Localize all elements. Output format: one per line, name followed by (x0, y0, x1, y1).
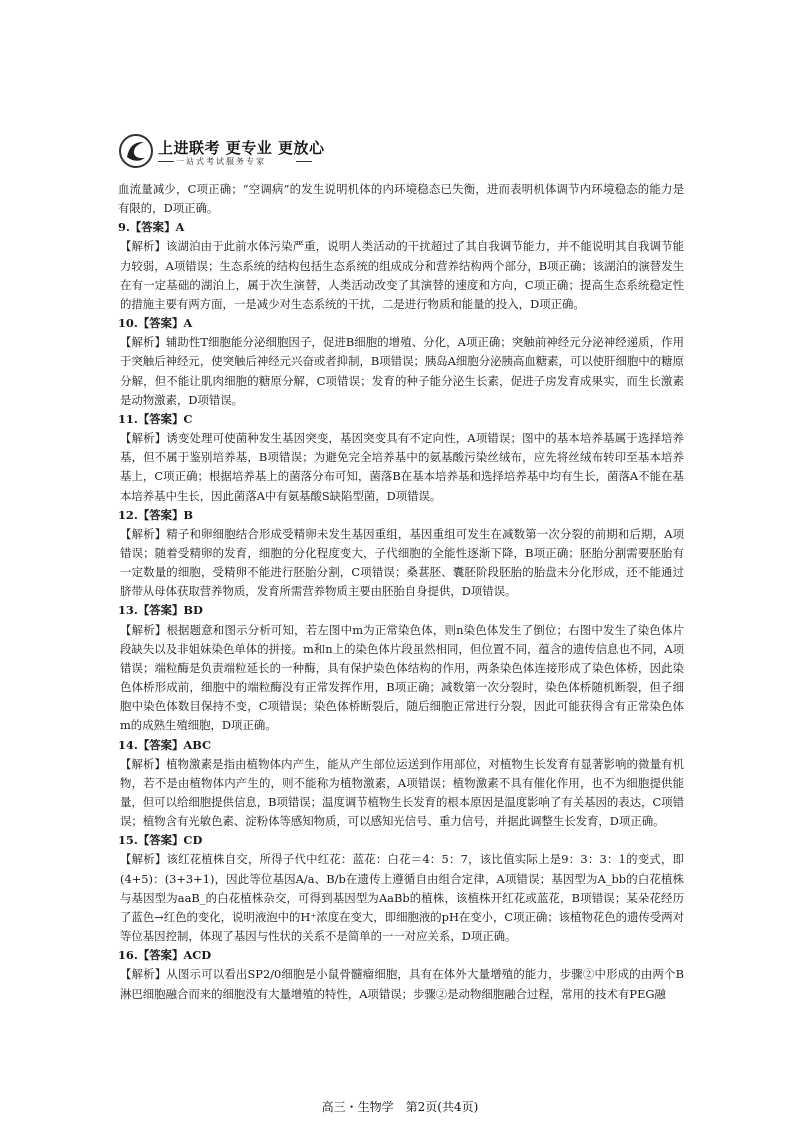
intro-paragraph: 血流量减少，C项正确；“空调病”的发生说明机体的内环境稳态已失衡，进而表明机体调节内环境稳态的能力是有限的，D项正确。 (118, 182, 684, 216)
tagline-rule-left (158, 161, 174, 162)
answer-heading: 16.【答案】ACD (118, 948, 212, 963)
explanation: 【解析】根据题意和图示分析可知，若左图中m为正常染色体，则n染色体发生了倒位；右图中发生了染色体片段缺失以及非姐妹染色单体的拼接。m和n上的染色体片段虽然相同，但位置不同，蕴含的遗传信息也不同，A项错误；端粒酶是负责端粒延长的一种酶，具有保护染色体结构的作用，两条染色体连接形成了染色体桥，因此染色体桥形成前，细胞中的端粒酶没有正常发挥作用，B项正确；减数第一次分裂时，染色体桥随机断裂，但子细胞中染色体数目保持不变，C项错误；染色体桥断裂后，随后细胞正常进行分裂，因此可能获得含有正常染色体m的成熟生殖细胞，D项正确。 (120, 622, 684, 733)
explanation: 【解析】从图示可以看出SP2/0细胞是小鼠骨髓瘤细胞，具有在体外大量增殖的能力，步骤②中形成的由两个B淋巴细胞融合而来的细胞没有大量增殖的特性，A项错误；步骤②是动物细胞融合过程，常用的技术有PEG融 (120, 967, 684, 1001)
answer-heading: 13.【答案】BD (118, 603, 203, 618)
explanation: 【解析】辅助性T细胞能分泌细胞因子，促进B细胞的增殖、分化，A项正确；突触前神经元分泌神经递质，作用于突触后神经元，使突触后神经元兴奋或者抑制，B项错误；胰岛A细胞分泌胰高血糖素，可以使肝细胞中的糖原分解，但不能让肌肉细胞的糖原分解，C项错误；发育的种子能分泌生长素，促进子房发育成果实，而生长激素是动物激素，D项错误。 (120, 335, 684, 407)
answer-heading: 15.【答案】CD (118, 833, 203, 848)
answer-heading: 11.【答案】C (118, 411, 193, 426)
explanation: 【解析】精子和卵细胞结合形成受精卵未发生基因重组，基因重组可发生在减数第一次分裂的前期和后期，A项错误；随着受精卵的发育，细胞的分化程度变大，子代细胞的全能性逐渐下降，B项正确；胚胎分割需要胚胎有一定数量的细胞，受精卵不能进行胚胎分割，C项错误；桑葚胚、囊胚阶段胚胎的胎盘未分化形成，还不能通过脐带从母体获取营养物质，发育所需营养物质主要由胚胎自身提供，D项错误。 (120, 526, 684, 599)
explanation: 【解析】该红花植株自交，所得子代中红花：蓝花：白花＝4：5：7，该比值实际上是9：3：3：1的变式，即(4+5)：(3+3+1)，因此等位基因A/a、B/b在遗传上遵循自由组合定律，A项错误；基因型为A_bb的白花植株与基因型为aaB_的白花植株杂交，可得到基因型为AaBb的植株，该植株开红花或蓝花，B项错误；某朵花经历了蓝色→红色的变化，说明液泡中的H⁺浓度在变大，即细胞液的pH在变小，C项正确；该植物花色的遗传受两对等位基因控制，体现了基因与性状的关系不是简单的一一对应关系，D项正确。 (120, 852, 685, 944)
answer-heading: 9.【答案】A (118, 220, 185, 235)
tagline: 一站式考试服务专家 (176, 157, 266, 166)
answer-heading: 14.【答案】ABC (118, 737, 212, 752)
page-footer: 高三・生物学 第2页(共4页) (321, 1100, 479, 1114)
explanation: 【解析】该湖泊由于此前水体污染严重，说明人类活动的干扰超过了其自我调节能力，并不能说明其自我调节能力较弱，A项错误；生态系统的结构包括生态系统的组成成分和营养结构两个部分，B项正确；该湖泊的演替发生在有一定基础的湖泊上，属于次生演替，人类活动改变了其演替的速度和方向，C项正确；提高生态系统稳定性的措施主要有两方面，一是减少对生态系统的干扰，二是进行物质和能量的投入，D项正确。 (120, 239, 684, 311)
explanation: 【解析】诱变处理可使菌种发生基因突变，基因突变具有不定向性，A项错误；图中的基本培养基属于选择培养基，但不属于鉴别培养基，B项错误；为避免完全培养基中的氨基酸污染丝绒布，应先将丝绒布转印至基本培养基上，C项正确；根据培养基上的菌落分布可知，菌落B在基本培养基和选择培养基中均有生长，菌落A不能在基本培养基中生长，因此菌落A中有氨基酸S缺陷型菌，D项错误。 (120, 431, 684, 503)
logo-icon (118, 133, 154, 169)
answer-heading: 10.【答案】A (118, 316, 193, 331)
explanation: 【解析】植物激素是指由植物体内产生，能从产生部位运送到作用部位，对植物生长发育有显著影响的微量有机物，若不是由植物体内产生的，则不能称为植物激素，A项错误；植物激素不具有催化作用，也不为细胞提供能量，但可以给细胞提供信息，B项错误；温度调节植物生长发育的根本原因是温度影响了有关基因的表达，C项错误；植物含有光敏色素、淀粉体等感知物质，可以感知光信号、重力信号，并据此调整生长发育，D项正确。 (120, 756, 684, 829)
brand-slogan: 上进联考 更专业 更放心 (158, 139, 325, 157)
tagline-rule-right (296, 161, 312, 162)
page-header (118, 133, 418, 173)
answer-content (118, 180, 684, 1004)
answer-heading: 12.【答案】B (118, 507, 194, 522)
